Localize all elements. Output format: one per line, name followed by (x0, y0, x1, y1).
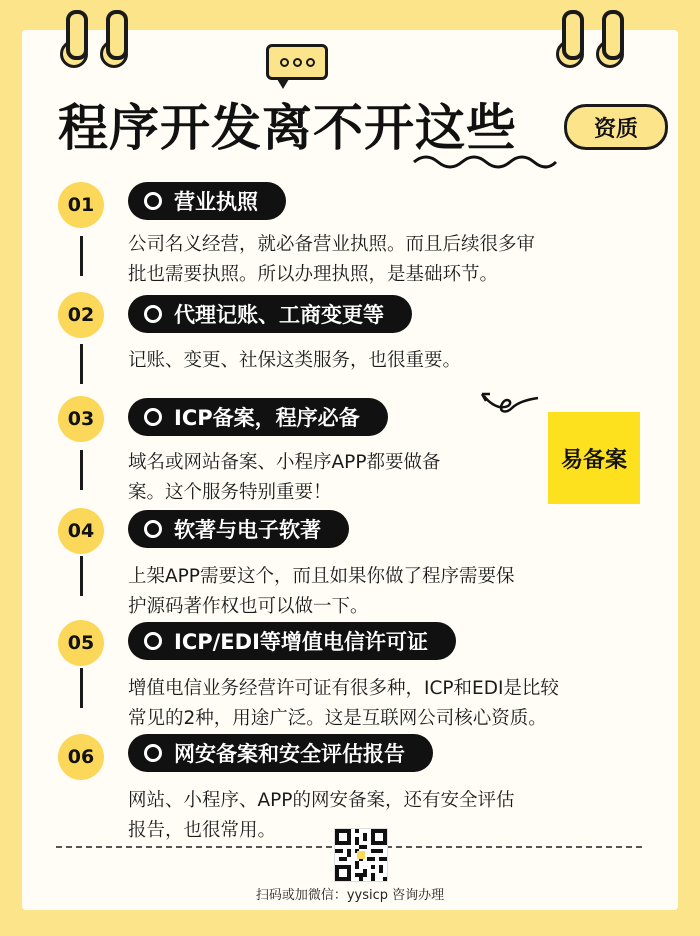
step-heading (128, 510, 349, 548)
step-heading-label: 代理记账、工商变更等 (174, 303, 384, 327)
desc-line: 记账、变更、社保这类服务，也很重要。 (128, 350, 462, 371)
qr-code-icon (334, 828, 388, 882)
timeline-connector (80, 668, 83, 708)
binder-ring-icon (602, 10, 624, 60)
step-heading-label: 软著与电子软著 (174, 518, 321, 542)
step-number: 04 (58, 508, 104, 554)
step-description (128, 786, 514, 846)
squiggle-underline (412, 150, 558, 170)
step-description (128, 674, 559, 734)
circle-bullet-icon (144, 305, 162, 323)
desc-line: 常见的2种，用途广泛。这是互联网公司核心资质。 (128, 708, 547, 729)
binder-ring-icon (106, 10, 128, 60)
step-number: 03 (58, 396, 104, 442)
desc-line: 批也需要执照。所以办理执照，是基础环节。 (128, 264, 499, 285)
step-heading (128, 182, 286, 220)
desc-line: 网站、小程序、APP的网安备案，还有安全评估 (128, 790, 515, 811)
desc-line: 护源码著作权也可以做一下。 (128, 596, 369, 617)
desc-line: 公司名义经营，就必备营业执照。而且后续很多审 (128, 234, 536, 255)
desc-line: 增值电信业务经营许可证有很多种，ICP和EDI是比较 (128, 678, 559, 699)
timeline-connector (80, 450, 83, 490)
chat-bubble-icon (266, 44, 328, 80)
step-description (128, 230, 535, 290)
brand-logo: 易备案 (548, 412, 640, 504)
timeline-connector (80, 556, 83, 596)
step-heading-label: ICP/EDI等增值电信许可证 (174, 630, 428, 654)
desc-line: 上架APP需要这个，而且如果你做了程序需要保 (128, 566, 515, 587)
step-number: 01 (58, 182, 104, 228)
circle-bullet-icon (144, 520, 162, 538)
circle-bullet-icon (144, 744, 162, 762)
circle-bullet-icon (144, 632, 162, 650)
step-description (128, 346, 461, 376)
step-heading (128, 295, 412, 333)
curly-arrow-icon (480, 384, 540, 416)
circle-bullet-icon (144, 192, 162, 210)
desc-line: 案。这个服务特别重要！ (128, 482, 332, 503)
binder-ring-icon (562, 10, 584, 60)
step-heading-label: 网安备案和安全评估报告 (174, 742, 405, 766)
step-number: 06 (58, 734, 104, 780)
desc-line: 域名或网站备案、小程序APP都要做备 (128, 452, 441, 473)
step-heading (128, 622, 456, 660)
circle-bullet-icon (144, 408, 162, 426)
step-number: 05 (58, 620, 104, 666)
binder-ring-icon (66, 10, 88, 60)
footer-contact: 扫码或加微信：yysicp 咨询办理 (255, 888, 445, 903)
step-heading-label: ICP备案，程序必备 (174, 406, 360, 430)
title-badge: 资质 (564, 104, 668, 150)
desc-line: 报告，也很常用。 (128, 820, 277, 841)
step-heading (128, 734, 433, 772)
step-description (128, 448, 440, 508)
timeline-connector (80, 344, 83, 384)
step-heading (128, 398, 388, 436)
step-description (128, 562, 514, 622)
step-heading-label: 营业执照 (174, 190, 258, 214)
step-number: 02 (58, 292, 104, 338)
page-title: 程序开发离不开这些 (58, 99, 517, 157)
timeline-connector (80, 236, 83, 276)
